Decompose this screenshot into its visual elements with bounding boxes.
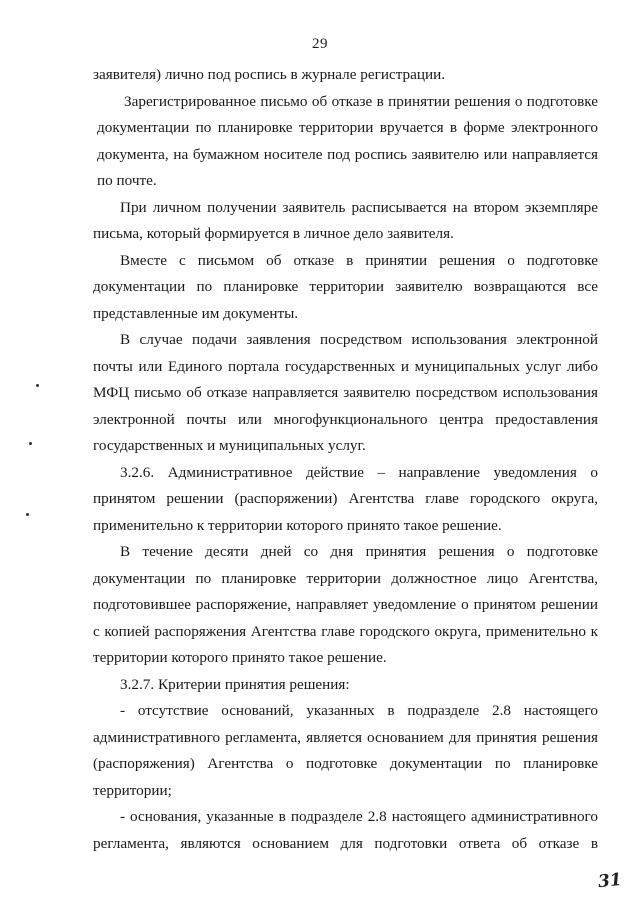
margin-mark [29, 442, 32, 445]
list-item-no-grounds: - отсутствие оснований, указанных в подразделе 2.8 настоящего административного регламента, является основанием для принятия решения (распоряжения) Агентства о подготовке документации по планировке территории; [93, 702, 598, 799]
paragraph-continuation: заявителя) лично под роспись в журнале регистрации. [93, 66, 446, 83]
paragraph-electronic-submission: В случае подачи заявления посредством использования электронной почты или Единого портала государственных и муниципальных услуг либо МФЦ письмо об отказе направляется заявителю посредством использования электронной почты или многофункционального центра предоставления государственных и муниципальных услуг. [93, 331, 598, 454]
list-item-grounds: - основания, указанные в подразделе 2.8 настоящего административного регламента, являются основанием для подготовки ответа об отказе в [93, 808, 598, 852]
paragraph-personal-receipt: При личном получении заявитель расписывается на втором экземпляре письма, который формируется в личное дело заявителя. [93, 198, 598, 242]
paragraph-ten-days-notice: В течение десяти дней со дня принятия решения о подготовке документации по планировке территории должностное лицо Агентства, подготовившее распоряжение, направляет уведомление о принятом решении с копией распоряжения Агентства главе городского округа, применительно к территории которого принято такое решение. [93, 543, 598, 666]
document-body [93, 62, 598, 857]
page-number: 29 [312, 36, 328, 52]
paragraph-section-3-2-6: 3.2.6. Административное действие – направление уведомления о принятом решении (распоряжении) Агентства главе городского округа, применительно к территории которого принято такое решение. [93, 463, 598, 534]
paragraph-documents-returned: Вместе с письмом об отказе в принятии решения о подготовке документации по планировке территории заявителю возвращаются все представленные им документы. [93, 251, 598, 322]
paragraph-section-3-2-7: 3.2.7. Критерии принятия решения: [120, 675, 350, 693]
margin-mark [36, 384, 39, 387]
margin-mark [26, 513, 29, 516]
handwritten-page-number: 31 [597, 869, 623, 893]
paragraph-registered-letter: Зарегистрированное письмо об отказе в принятии решения о подготовке документации по планировке территории вручается в форме электронного документа, на бумажном носителе под роспись заявителю или направляется по почте. [97, 92, 598, 189]
